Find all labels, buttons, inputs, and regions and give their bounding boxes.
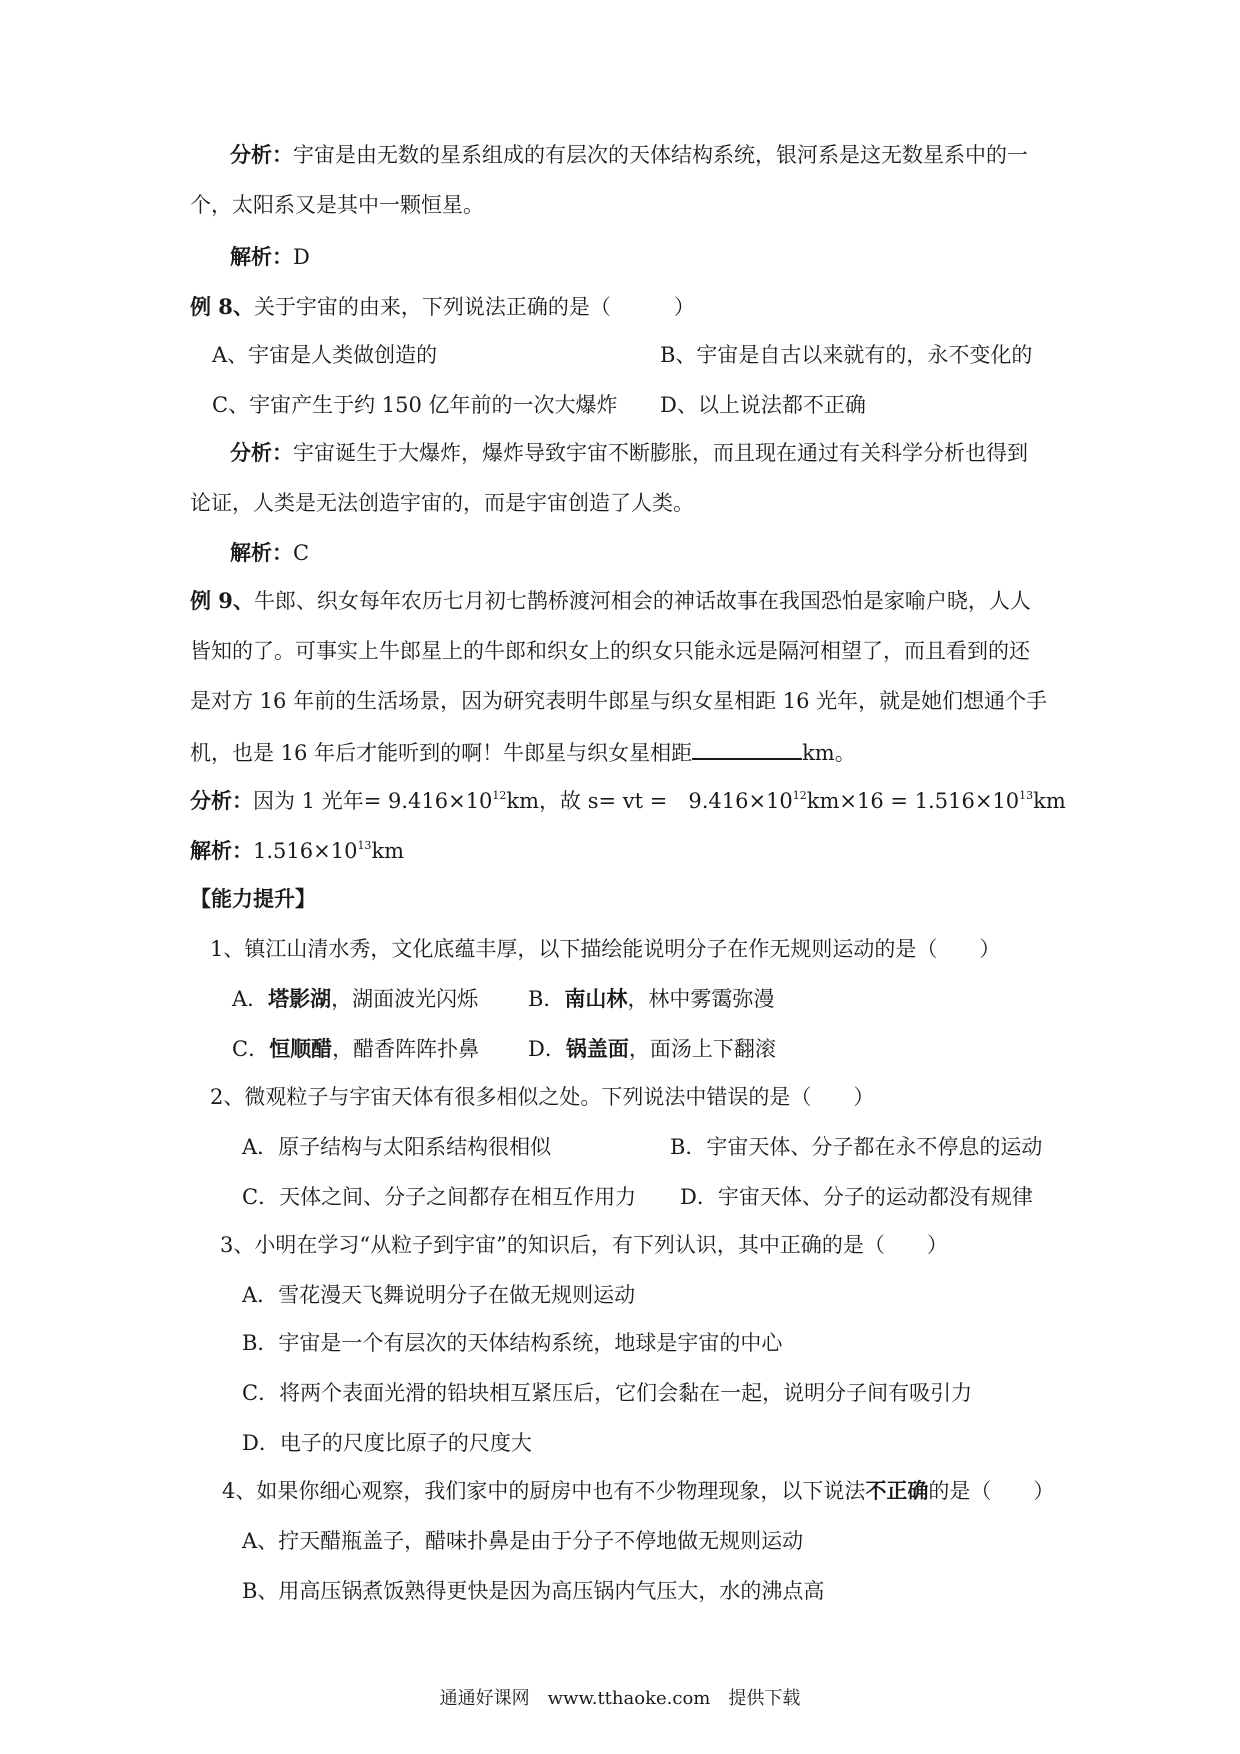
answer-label: 解析：	[230, 244, 293, 269]
question-3-option-d: D．电子的尺度比原子的尺度大	[242, 1431, 532, 1455]
question-3-option-b: B．宇宙是一个有层次的天体结构系统，地球是宇宙的中心	[242, 1331, 783, 1355]
question-3-option-c: C．将两个表面光滑的铅块相互紧压后，它们会黏在一起，说明分子间有吸引力	[242, 1381, 973, 1405]
option-keyword: 塔影湖	[268, 986, 332, 1011]
stem-text: 的是（ ）	[928, 1479, 1055, 1503]
example-8-option-c: C、宇宙产生于约 150 亿年前的一次大爆炸	[212, 393, 618, 417]
answer-line	[230, 242, 310, 272]
example-8-text: 关于宇宙的由来，下列说法正确的是（ ）	[253, 295, 695, 319]
answer-blank	[692, 736, 802, 760]
question-4-option-a: A、拧天醋瓶盖子，醋味扑鼻是由于分子不停地做无规则运动	[242, 1529, 804, 1553]
question-2-option-a: A．原子结构与太阳系结构很相似	[242, 1135, 552, 1159]
example-8-analysis-continued: 论证，人类是无法创造宇宙的，而是宇宙创造了人类。	[190, 491, 694, 515]
question-4-stem	[222, 1476, 1054, 1506]
analysis-line-continued: 个，太阳系又是其中一颗恒星。	[190, 193, 484, 217]
example-9-line-2: 皆知的了。可事实上牛郎星上的牛郎和织女上的织女只能永远是隔河相望了，而且看到的还	[190, 639, 1030, 663]
example-8-option-a: A、宇宙是人类做创造的	[212, 343, 438, 367]
answer-unit: km	[371, 839, 405, 863]
analysis-line	[230, 140, 1028, 170]
example-9-text: 牛郎、织女每年农历七月初七鹊桥渡河相会的神话故事在我国恐怕是家喻户晓，人人	[253, 589, 1031, 613]
question-3-option-a: A．雪花漫天飞舞说明分子在做无规则运动	[242, 1283, 636, 1307]
example-9-analysis	[190, 786, 1066, 816]
example-9-answer	[190, 836, 404, 866]
example-8-label: 例 8、	[190, 294, 254, 319]
analysis-text: 因为 1 光年= 9.416×10	[253, 789, 493, 813]
exponent: 13	[1019, 789, 1034, 802]
exponent: 12	[792, 789, 807, 802]
question-2-option-c: C．天体之间、分子之间都存在相互作用力	[242, 1185, 637, 1209]
question-3-stem: 3、小明在学习“从粒子到宇宙”的知识后，有下列认识，其中正确的是（ ）	[220, 1233, 948, 1257]
stem-text: 4、如果你细心观察，我们家中的厨房中也有不少物理现象，以下说法	[222, 1479, 866, 1503]
question-1-option-d	[528, 1034, 776, 1064]
question-2-option-b: B．宇宙天体、分子都在永不停息的运动	[670, 1135, 1043, 1159]
page-footer: 通通好课网 www.tthaoke.com 提供下载	[439, 1688, 801, 1709]
option-keyword: 南山林	[564, 986, 628, 1011]
example-9-text: 机，也是 16 年后才能听到的啊！牛郎星与织女星相距	[190, 741, 693, 765]
question-2-option-d: D．宇宙天体、分子的运动都没有规律	[680, 1185, 1033, 1209]
option-text: ，湖面波光闪烁	[331, 987, 479, 1011]
option-text: ，林中雾霭弥漫	[627, 987, 775, 1011]
answer-label: 解析：	[230, 540, 293, 565]
analysis-text: km，故 s= vt = 9.416×10	[506, 789, 793, 813]
analysis-text: km	[1033, 789, 1066, 813]
section-heading: 【能力提升】	[190, 886, 316, 911]
example-8-answer	[230, 538, 309, 568]
example-9-line-3: 是对方 16 年前的生活场景，因为研究表明牛郎星与织女星相距 16 光年，就是她们想通个手	[190, 689, 1048, 713]
question-1-stem: 1、镇江山清水秀，文化底蕴丰厚，以下描绘能说明分子在作无规则运动的是（ ）	[210, 937, 1001, 961]
question-1-option-a	[232, 984, 478, 1014]
analysis-text: 宇宙诞生于大爆炸，爆炸导致宇宙不断膨胀，而且现在通过有关科学分析也得到	[293, 441, 1028, 465]
exponent: 12	[492, 789, 507, 802]
unit-text: km。	[802, 741, 856, 765]
example-9-line-4	[190, 736, 856, 768]
answer-value: D	[293, 245, 310, 269]
question-1-option-b	[528, 984, 774, 1014]
option-text: ，醋香阵阵扑鼻	[332, 1037, 480, 1061]
option-text: ，面汤上下翻滚	[628, 1037, 776, 1061]
option-prefix: C．	[232, 1037, 270, 1061]
option-keyword: 锅盖面	[565, 1036, 629, 1061]
example-8-option-d: D、以上说法都不正确	[660, 393, 866, 417]
stem-emphasis: 不正确	[865, 1478, 929, 1503]
answer-label: 解析：	[190, 838, 253, 863]
option-prefix: B．	[528, 987, 565, 1011]
option-prefix: A．	[232, 987, 269, 1011]
analysis-label: 分析：	[230, 440, 293, 465]
exponent: 13	[357, 839, 372, 852]
analysis-text: 宇宙是由无数的星系组成的有层次的天体结构系统，银河系是这无数星系中的一	[293, 143, 1028, 167]
option-prefix: D．	[528, 1037, 566, 1061]
option-keyword: 恒顺醋	[269, 1036, 333, 1061]
example-8-question	[190, 292, 695, 322]
analysis-text: km×16 = 1.516×10	[806, 789, 1020, 813]
question-1-option-c	[232, 1034, 479, 1064]
example-8-analysis	[230, 438, 1028, 468]
question-4-option-b: B、用高压锅煮饭熟得更快是因为高压锅内气压大，水的沸点高	[242, 1579, 825, 1603]
example-9-line-1	[190, 586, 1031, 616]
example-8-option-b: B、宇宙是自古以来就有的，永不变化的	[660, 343, 1033, 367]
analysis-label: 分析：	[230, 142, 293, 167]
answer-value: C	[293, 541, 310, 565]
example-9-label: 例 9、	[190, 588, 254, 613]
analysis-label: 分析：	[190, 788, 253, 813]
answer-value: 1.516×10	[253, 839, 358, 863]
question-2-stem: 2、微观粒子与宇宙天体有很多相似之处。下列说法中错误的是（ ）	[210, 1085, 875, 1109]
